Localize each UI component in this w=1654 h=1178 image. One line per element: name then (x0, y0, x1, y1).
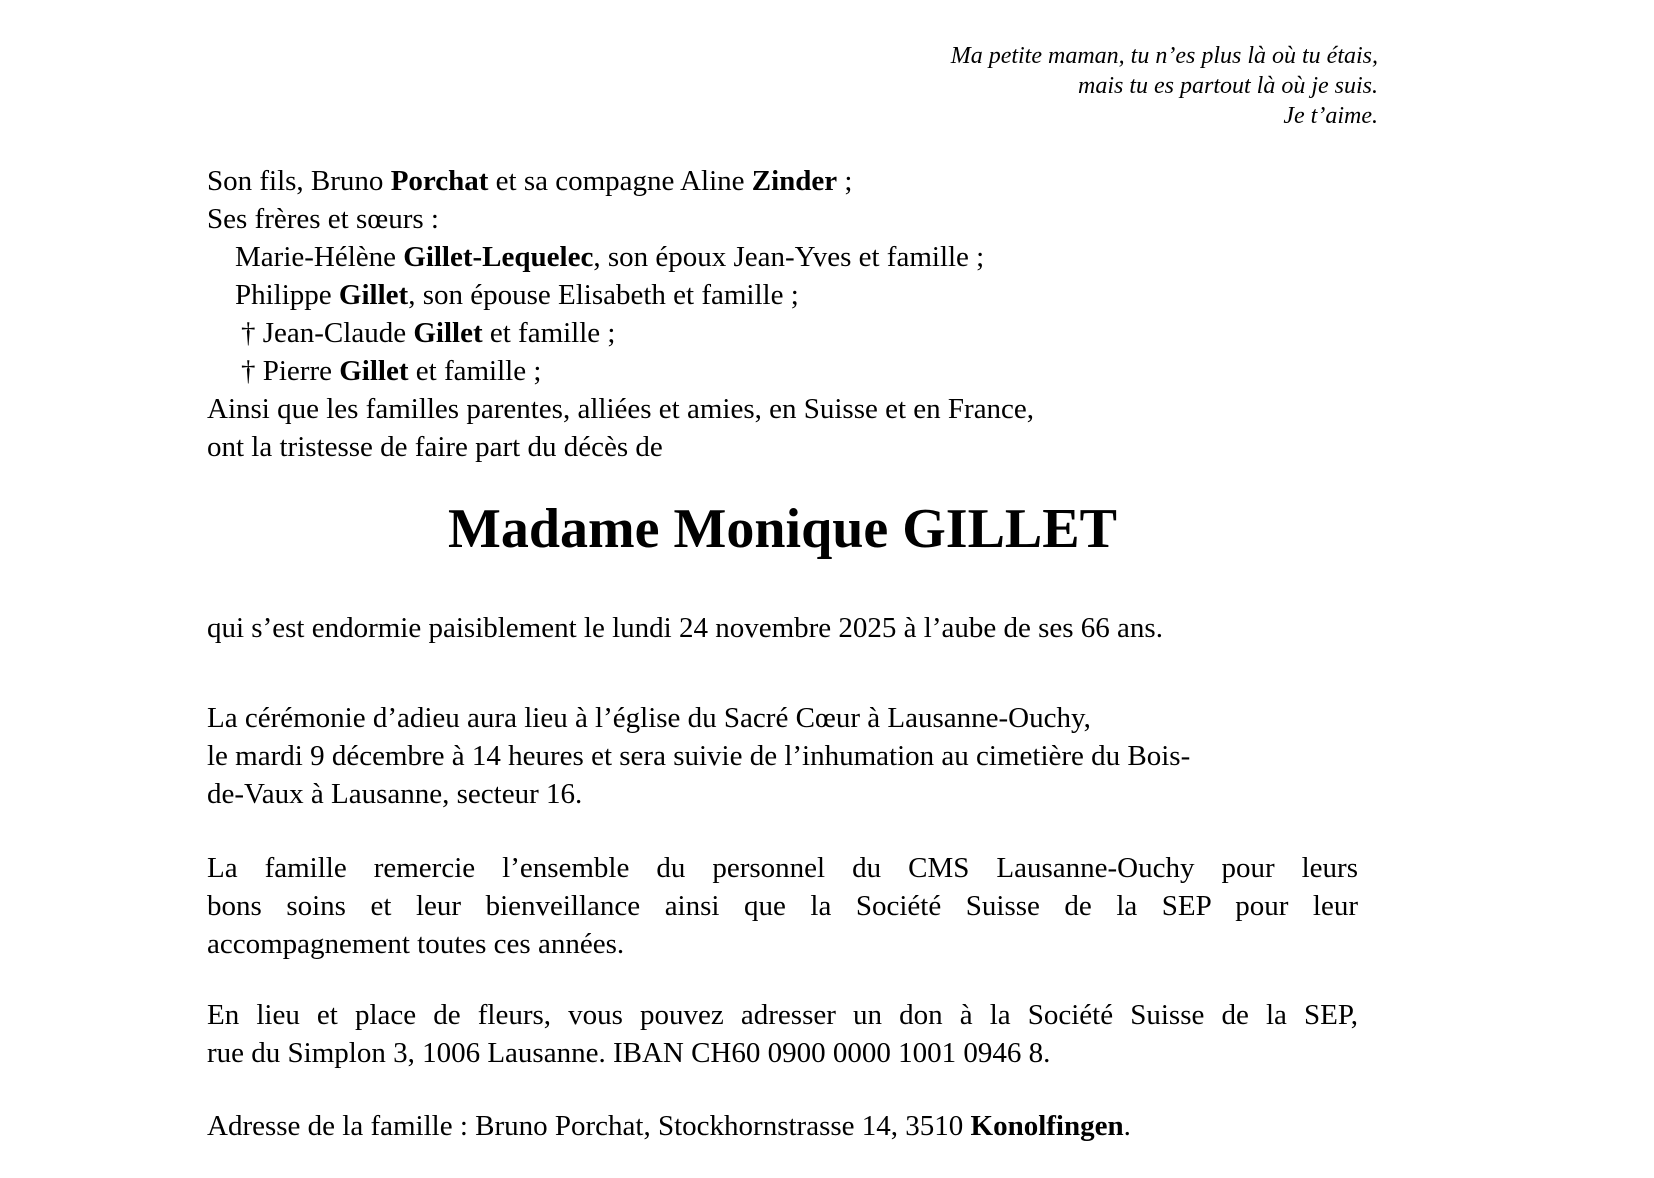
family-address (207, 1107, 1358, 1145)
text-line (207, 238, 1358, 276)
paragraph-line: accompagnement toutes ces années. (207, 928, 625, 960)
text-line (207, 162, 1358, 200)
bold-name-text: Gillet-Lequelec (403, 241, 594, 273)
plain-text: ; (837, 165, 853, 197)
epigraph (951, 41, 1378, 131)
bold-name-text: Gillet (339, 355, 409, 387)
plain-text: Ainsi que les familles parentes, alliées et amies, en Suisse et en France, (207, 393, 1035, 425)
paragraph-line: La cérémonie d’adieu aura lieu à l’église du Sacré Cœur à Lausanne-Ouchy, (207, 702, 1091, 734)
text-line (207, 352, 1358, 390)
paragraph-line: bons soins et leur bienveillance ainsi que la Société Suisse de la SEP pour leur (207, 890, 1358, 922)
paragraph-line: rue du Simplon 3, 1006 Lausanne. IBAN CH60 0900 0000 1001 0946 8. (207, 1037, 1051, 1069)
text-line (207, 1107, 1358, 1145)
epigraph-line: Ma petite maman, tu n’es plus là où tu étais, (950, 43, 1378, 69)
epigraph-line: Je t’aime. (1283, 103, 1378, 129)
plain-text: Son fils, Bruno (207, 165, 391, 197)
bold-name-text: Konolfingen (970, 1110, 1124, 1142)
plain-text: , son épouse Elisabeth et famille ; (408, 279, 799, 311)
text-line (207, 200, 1358, 238)
plain-text: Adresse de la famille : Bruno Porchat, Stockhornstrasse 14, 3510 (207, 1110, 971, 1142)
epigraph-line: mais tu es partout là où je suis. (1077, 73, 1378, 99)
plain-text: et sa compagne Aline (488, 165, 752, 197)
paragraph-line: qui s’est endormie paisiblement le lundi 24 novembre 2025 à l’aube de ses 66 ans. (207, 612, 1163, 644)
ceremony-details (207, 699, 1358, 813)
plain-text: . (1123, 1110, 1131, 1142)
donation-paragraph (207, 996, 1358, 1072)
bold-name-text: Porchat (390, 165, 489, 197)
text-line (207, 390, 1358, 428)
plain-text: et famille ; (408, 355, 542, 387)
paragraph-line: le mardi 9 décembre à 14 heures et sera suivie de l’inhumation au cimetière du Bois- (207, 740, 1191, 772)
plain-text: Ses frères et sœurs : (207, 203, 439, 235)
plain-text: , son époux Jean-Yves et famille ; (593, 241, 985, 273)
plain-text: et famille ; (482, 317, 616, 349)
plain-text: † Pierre (241, 355, 340, 387)
bold-name-text: Gillet (413, 317, 483, 349)
family-announcement (207, 162, 1358, 466)
plain-text: ont la tristesse de faire part du décès de (207, 431, 663, 463)
paragraph-line: En lieu et place de fleurs, vous pouvez adresser un don à la Société Suisse de la SEP, (207, 999, 1358, 1031)
bold-name-text: Zinder (751, 165, 838, 197)
text-line (207, 428, 1358, 466)
plain-text: Marie-Hélène (235, 241, 404, 273)
text-line (207, 314, 1358, 352)
paragraph-line: La famille remercie l’ensemble du personnel du CMS Lausanne-Ouchy pour leurs (207, 852, 1358, 884)
bold-name-text: Gillet (338, 279, 409, 311)
thanks-paragraph (207, 849, 1358, 963)
text-line (207, 276, 1358, 314)
death-statement (207, 609, 1358, 647)
paragraph-line: de-Vaux à Lausanne, secteur 16. (207, 778, 583, 810)
plain-text: Philippe (235, 279, 339, 311)
plain-text: † Jean-Claude (241, 317, 414, 349)
deceased-name-title: Madame Monique GILLET (448, 498, 1117, 560)
